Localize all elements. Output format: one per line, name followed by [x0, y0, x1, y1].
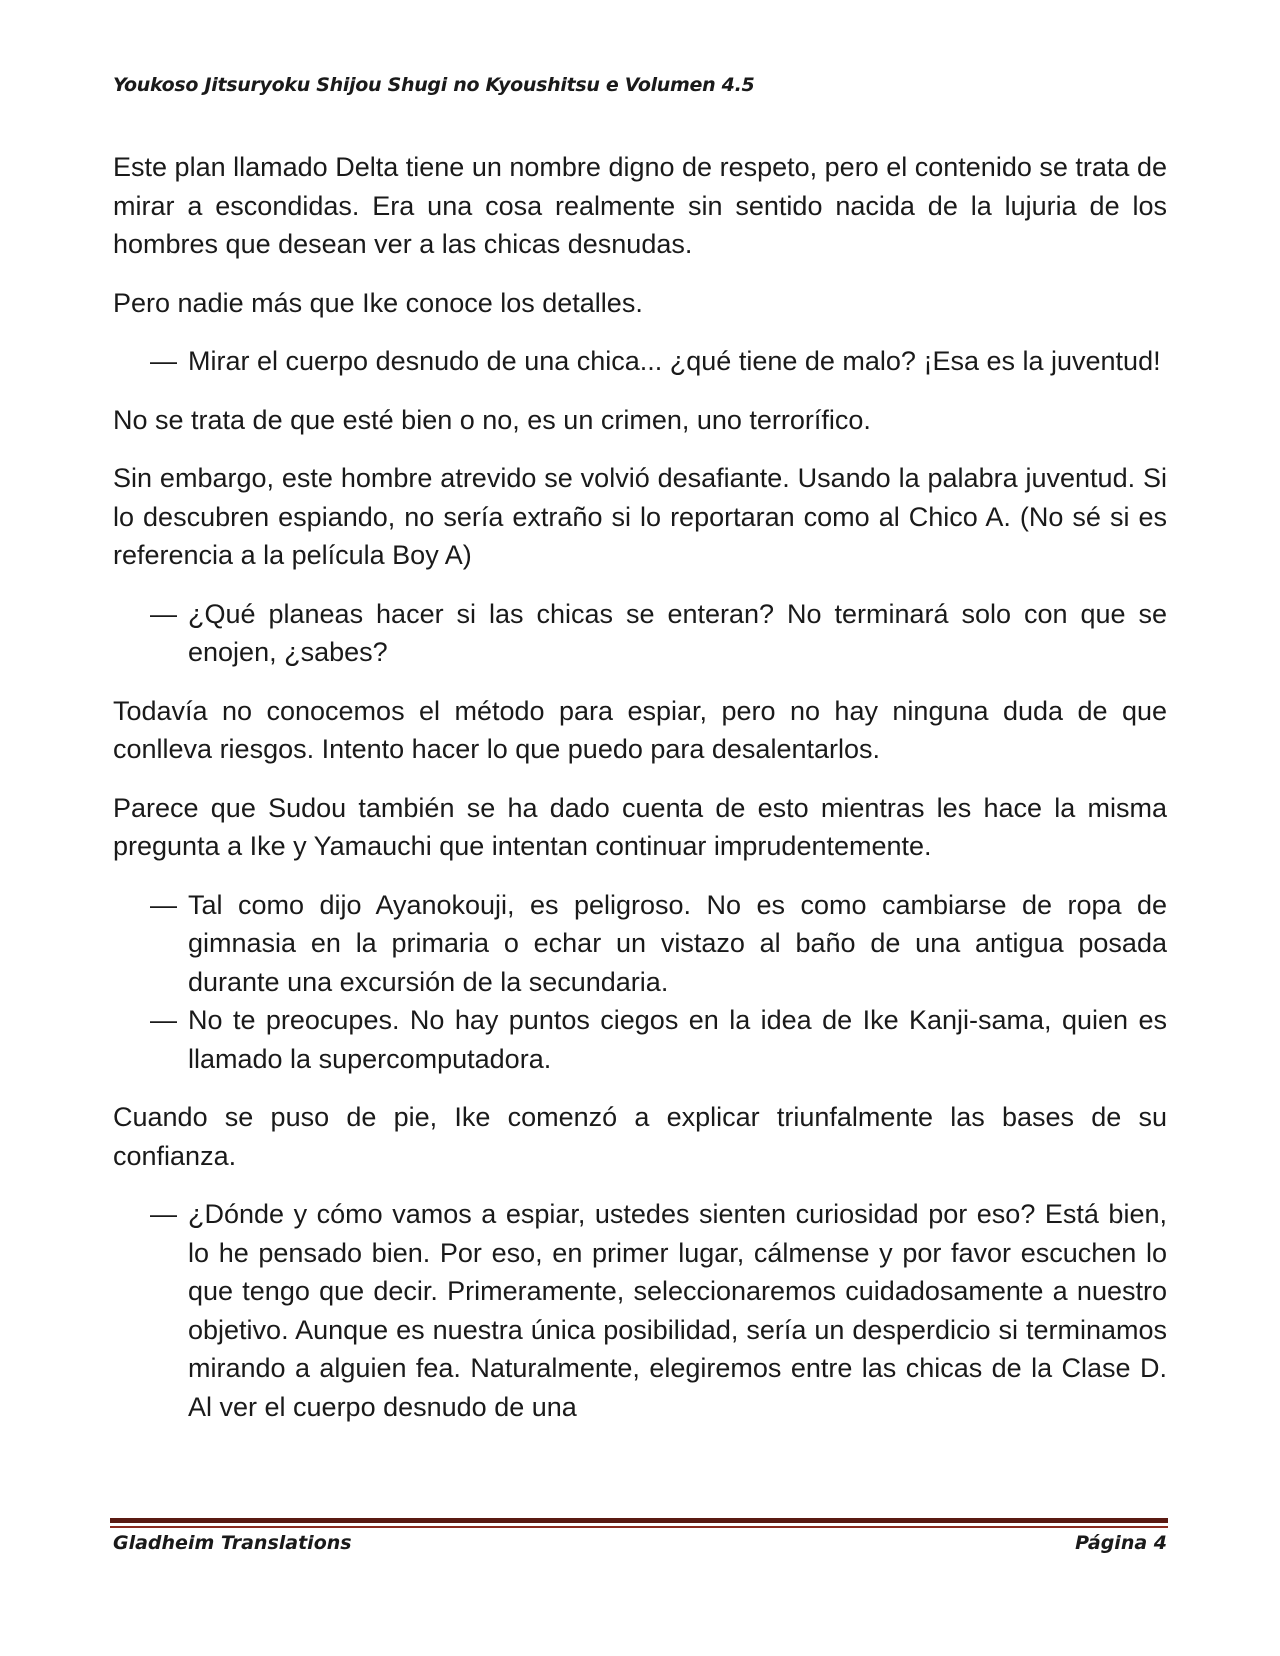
dialogue-text: ¿Dónde y cómo vamos a espiar, ustedes sienten curiosidad por eso? Está bien, lo he pensado bien. Por eso, en primer lugar, cálmense y por favor escuchen lo que tengo que decir. Primeramente, seleccionaremos cuidadosamente a nuestro objetivo. Aunque es nuestra única posibilidad, sería un desperdicio si terminamos mirando a alguien fea. Naturalmente, elegiremos entre las chicas de la Clase D. Al ver el cuerpo desnudo de una — [188, 1199, 1167, 1422]
em-dash: — — [150, 1199, 177, 1229]
dialogue-group — [113, 1195, 1167, 1426]
dialogue-text: Mirar el cuerpo desnudo de una chica... ¿qué tiene de malo? ¡Esa es la juventud! — [188, 346, 1161, 376]
em-dash: — — [150, 346, 177, 376]
page-number: Página 4 — [1075, 1532, 1167, 1554]
dialogue-line — [113, 342, 1167, 381]
footer-rule-thin — [110, 1526, 1168, 1528]
paragraph: Pero nadie más que Ike conoce los detalles. — [113, 287, 643, 318]
dialogue-group — [113, 342, 1167, 381]
dialogue-line — [113, 1195, 1167, 1426]
page-body — [113, 148, 1167, 1446]
em-dash: — — [150, 889, 177, 920]
dialogue-line — [113, 1001, 1167, 1078]
dialogue-text: No te preocupes. No hay puntos ciegos en la idea de Ike Kanji-sama, quien es llamado la supercomputadora. — [188, 1005, 1167, 1074]
em-dash: — — [150, 1005, 177, 1035]
paragraph: Cuando se puso de pie, Ike comenzó a explicar triunfalmente las bases de su confianza. — [113, 1102, 1167, 1171]
footer-rule — [110, 1518, 1168, 1523]
paragraph: Parece que Sudou también se ha dado cuenta de esto mientras les hace la misma pregunta a Ike y Yamauchi que intentan continuar imprudentemente. — [113, 792, 1167, 861]
paragraph: Sin embargo, este hombre atrevido se volvió desafiante. Usando la palabra juventud. Si lo descubren espiando, no sería extraño si lo reportaran como al Chico A. (No sé si es referencia a la película Boy A) — [113, 463, 1167, 570]
running-header: Youkoso Jitsuryoku Shijou Shugi no Kyoushitsu e Volumen 4.5 — [113, 74, 755, 96]
footer-credit: Gladheim Translations — [113, 1532, 352, 1554]
dialogue-text: ¿Qué planeas hacer si las chicas se enteran? No terminará solo con que se enojen, ¿sabes? — [188, 598, 1167, 667]
dialogue-group — [113, 595, 1167, 672]
dialogue-text: Tal como dijo Ayanokouji, es peligroso. No es como cambiarse de ropa de gimnasia en la primaria o echar un vistazo al baño de una antigua posada durante una excursión de la secundaria. — [188, 889, 1167, 997]
paragraph: Todavía no conocemos el método para espiar, pero no hay ninguna duda de que conlleva riesgos. Intento hacer lo que puedo para desalentarlos. — [113, 695, 1167, 764]
dialogue-line — [113, 886, 1167, 1002]
paragraph: No se trata de que esté bien o no, es un crimen, uno terrorífico. — [113, 404, 871, 435]
dialogue-line — [113, 595, 1167, 672]
em-dash: — — [150, 598, 177, 629]
paragraph: Este plan llamado Delta tiene un nombre digno de respeto, pero el contenido se trata de mirar a escondidas. Era una cosa realmente sin sentido nacida de la lujuria de los hombres que desean ver a las chicas desnudas. — [113, 152, 1167, 259]
dialogue-group — [113, 886, 1167, 1079]
